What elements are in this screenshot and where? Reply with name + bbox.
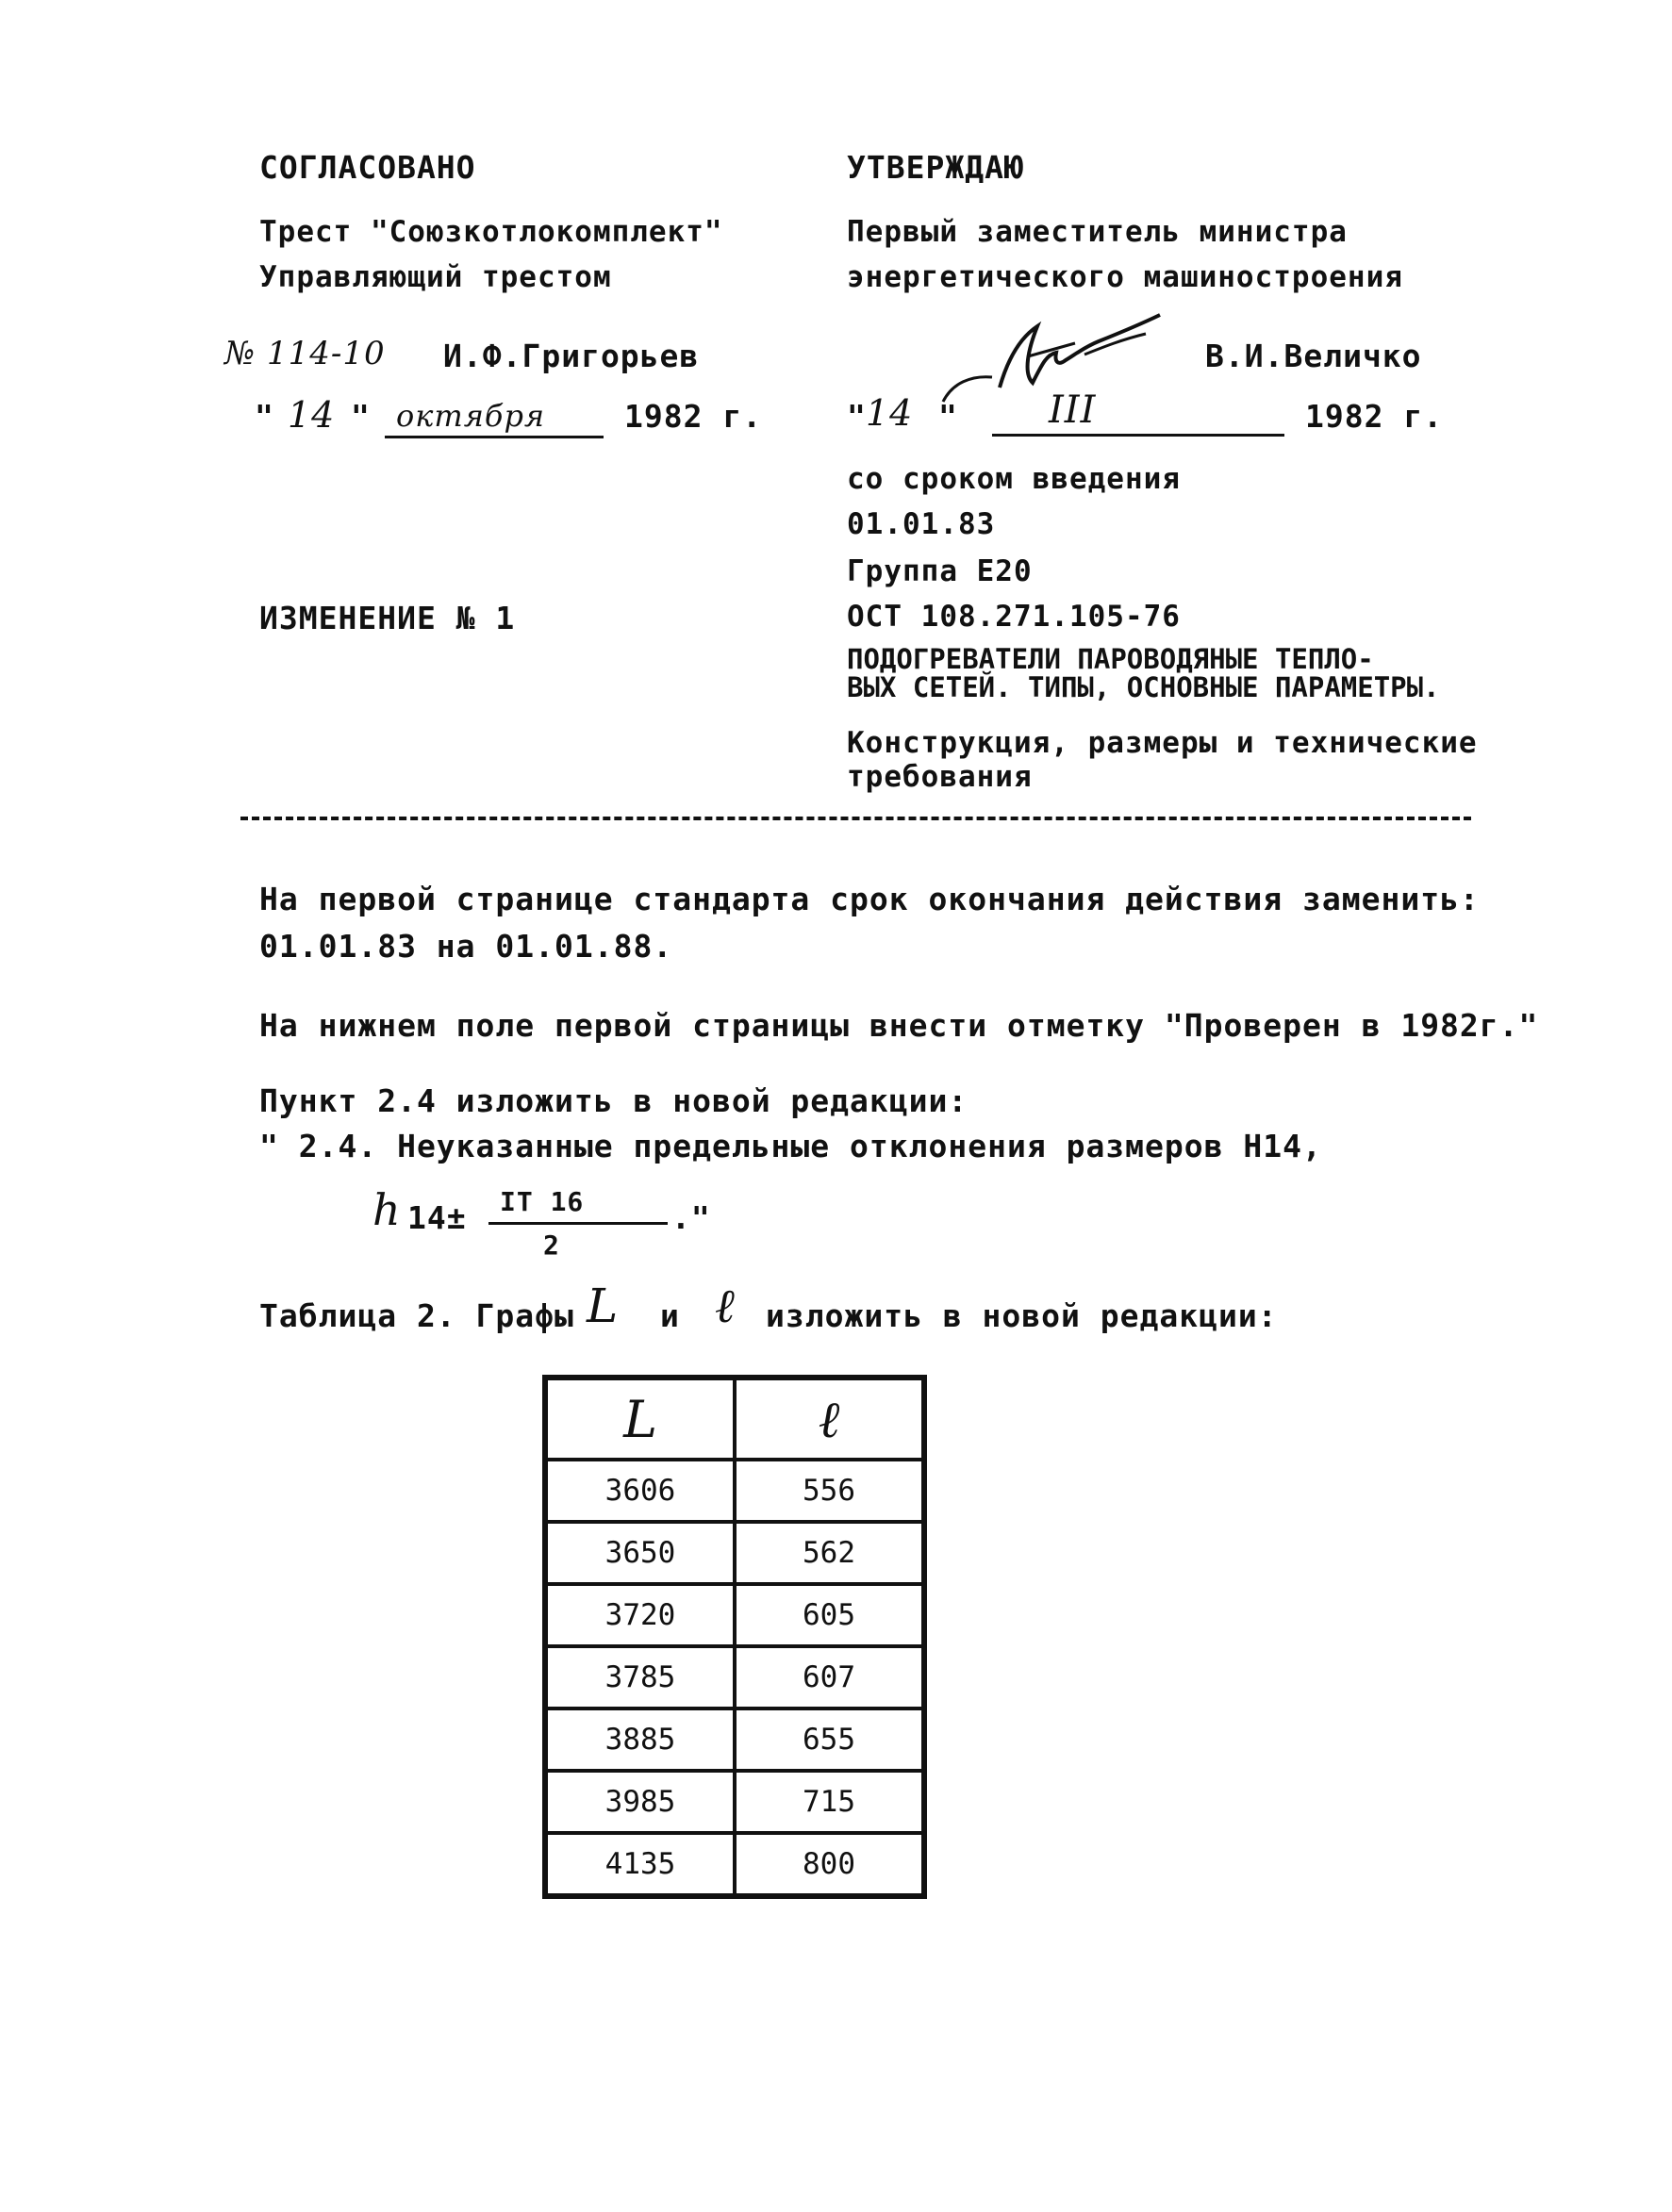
table-row <box>545 1709 924 1771</box>
left-date-quote-open: " <box>255 398 274 435</box>
right-date-month-underline <box>992 434 1284 437</box>
approver-title-line1: Первый заместитель министра <box>847 215 1348 249</box>
cell-L: 3885 <box>545 1709 735 1771</box>
right-date-quote-open: " <box>847 398 867 435</box>
table-instruction-and: и <box>660 1297 680 1334</box>
left-date-month-underline <box>385 436 604 438</box>
table-instruction-symbol-l: ℓ <box>715 1279 736 1333</box>
formula-end: ." <box>671 1199 711 1236</box>
change-number-label: ИЗМЕНЕНИЕ № 1 <box>259 600 516 636</box>
approval-heading-right: УТВЕРЖДАЮ <box>847 149 1024 186</box>
left-date-month: октября <box>396 398 546 434</box>
section-divider <box>240 817 1471 820</box>
cell-L: 3985 <box>545 1771 735 1833</box>
cell-L: 3785 <box>545 1646 735 1709</box>
paragraph-clause-line1: Пункт 2.4 изложить в новой редакции: <box>259 1082 968 1119</box>
table-row <box>545 1771 924 1833</box>
table-instruction-symbol-L: L <box>587 1279 620 1333</box>
table-row <box>545 1584 924 1646</box>
cell-L: 3720 <box>545 1584 735 1646</box>
paragraph-clause-line2: " 2.4. Неуказанные предельные отклонения размеров Н14, <box>259 1128 1322 1164</box>
table-header-l: ℓ <box>735 1378 924 1460</box>
cell-l: 605 <box>735 1584 924 1646</box>
cell-L: 3606 <box>545 1460 735 1522</box>
agreeing-org-line1: Трест "Союзкотлокомплект" <box>259 215 723 249</box>
table-row <box>545 1646 924 1709</box>
paragraph-checked-mark: На нижнем поле первой страницы внести отметку "Проверен в 1982г." <box>259 1007 1539 1044</box>
cell-l: 800 <box>735 1833 924 1896</box>
standard-subtitle-line2: требования <box>847 760 1033 794</box>
approver-signatory: В.И.Величко <box>1205 338 1422 374</box>
table-row <box>545 1522 924 1584</box>
cell-l: 562 <box>735 1522 924 1584</box>
right-date-month: III <box>1049 388 1097 432</box>
table-row <box>545 1460 924 1522</box>
right-date-day: 14 <box>866 392 914 434</box>
formula-numerator: IT 16 <box>500 1186 585 1217</box>
standard-title-line2: ВЫХ СЕТЕЙ. ТИПЫ, ОСНОВНЫЕ ПАРАМЕТРЫ. <box>847 671 1440 703</box>
standard-group: Группа Е20 <box>847 554 1033 588</box>
approval-heading-left: СОГЛАСОВАНО <box>259 149 476 186</box>
paragraph-expiry-line1: На первой странице стандарта срок окончания действия заменить: <box>259 881 1480 917</box>
left-date-day: 14 <box>288 394 336 436</box>
effective-term-label: со сроком введения <box>847 462 1181 496</box>
table-instruction-suffix: изложить в новой редакции: <box>766 1297 1278 1334</box>
effective-term-date: 01.01.83 <box>847 507 996 541</box>
agreement-number: № 114-10 <box>224 335 386 372</box>
cell-l: 556 <box>735 1460 924 1522</box>
left-date-year: 1982 г. <box>624 398 763 435</box>
dimensions-table <box>542 1375 927 1899</box>
formula-fraction-bar <box>488 1222 668 1225</box>
table-row <box>545 1833 924 1896</box>
standard-subtitle-line1: Конструкция, размеры и технические <box>847 726 1478 760</box>
right-date-quote-close: " <box>938 398 958 435</box>
cell-l: 655 <box>735 1709 924 1771</box>
agreeing-signatory: И.Ф.Григорьев <box>443 338 700 374</box>
formula-denominator: 2 <box>543 1230 560 1261</box>
table-header-row <box>545 1378 924 1460</box>
left-date-quote-close: " <box>351 398 371 435</box>
standard-title-line1: ПОДОГРЕВАТЕЛИ ПАРОВОДЯНЫЕ ТЕПЛО- <box>847 643 1374 675</box>
formula-h: h <box>372 1184 402 1235</box>
standard-number: ОСТ 108.271.105-76 <box>847 600 1181 634</box>
agreeing-org-line2: Управляющий трестом <box>259 260 612 294</box>
table-instruction-prefix: Таблица 2. Графы <box>259 1297 574 1334</box>
paragraph-expiry-line2: 01.01.83 на 01.01.88. <box>259 928 673 965</box>
right-date-year: 1982 г. <box>1305 398 1444 435</box>
cell-l: 715 <box>735 1771 924 1833</box>
approver-title-line2: энергетического машиностроения <box>847 260 1403 294</box>
cell-l: 607 <box>735 1646 924 1709</box>
table-header-L: L <box>545 1378 735 1460</box>
formula-main: 14± <box>407 1199 467 1236</box>
cell-L: 4135 <box>545 1833 735 1896</box>
cell-L: 3650 <box>545 1522 735 1584</box>
